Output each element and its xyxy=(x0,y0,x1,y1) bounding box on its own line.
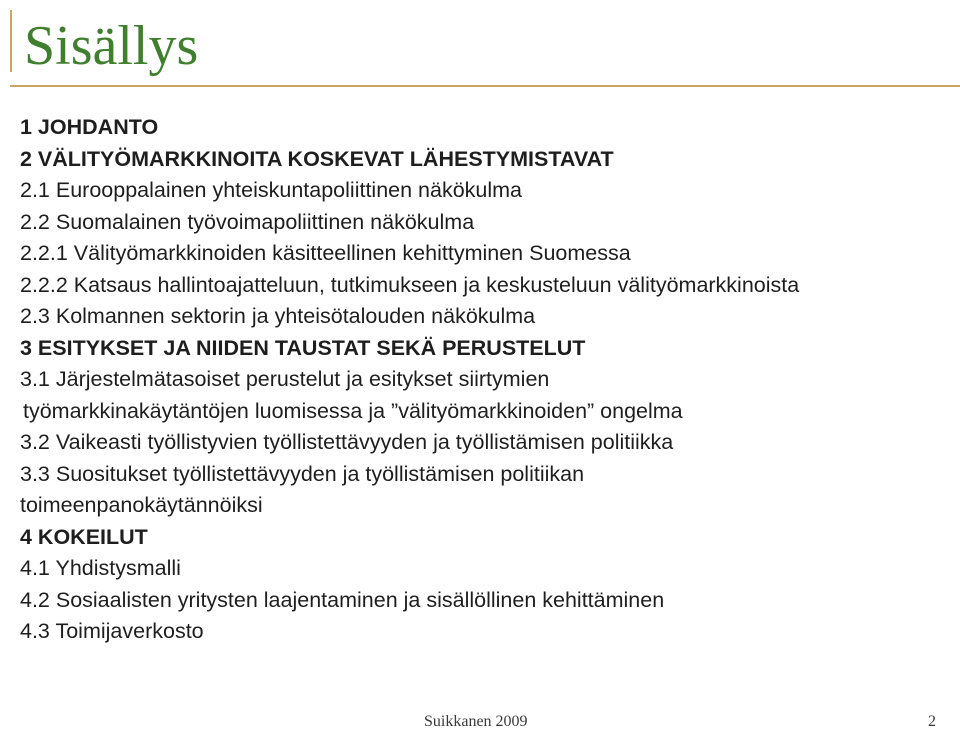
toc-section-item: 3.3 Suositukset työllistettävyyden ja työllistämisen politiikan xyxy=(20,461,585,486)
toc-chapter-item: 2 VÄLITYÖMARKKINOITA KOSKEVAT LÄHESTYMISTAVAT xyxy=(20,146,614,171)
page-number: 2 xyxy=(928,713,936,730)
footer-author-year: Suikkanen 2009 xyxy=(424,713,528,730)
toc-section-item: 2.2.2 Katsaus hallintoajatteluun, tutkimukseen ja keskusteluun välityömarkkinoista xyxy=(20,272,800,297)
toc-section-item: toimeenpanokäytännöiksi xyxy=(20,493,263,517)
toc-chapter-item: 1 JOHDANTO xyxy=(20,115,159,139)
toc-section-item: 2.1 Eurooppalainen yhteiskuntapoliittinen näkökulma xyxy=(20,178,523,202)
toc-chapter-item: 4 KOKEILUT xyxy=(20,524,148,549)
slide-title: Sisällys xyxy=(24,15,199,77)
toc-chapter-item: 3 ESITYKSET JA NIIDEN TAUSTAT SEKÄ PERUSTELUT xyxy=(20,335,586,360)
toc-section-item: 2.2 Suomalainen työvoimapoliittinen näkökulma xyxy=(20,209,475,234)
toc-section-item: 4.3 Toimijaverkosto xyxy=(20,619,204,643)
toc-section-item: työmarkkinakäytäntöjen luomisessa ja ”välityömarkkinoiden” ongelma xyxy=(23,398,683,423)
title-underline xyxy=(10,85,960,87)
toc-section-item: 4.1 Yhdistysmalli xyxy=(20,556,181,580)
toc-section-item: 3.2 Vaikeasti työllistyvien työllistettävyyden ja työllistämisen politiikka xyxy=(20,430,674,454)
toc-section-item: 2.3 Kolmannen sektorin ja yhteisötalouden näkökulma xyxy=(20,304,536,328)
table-of-contents xyxy=(20,112,955,648)
toc-section-item: 2.2.1 Välityömarkkinoiden käsitteellinen kehittyminen Suomessa xyxy=(20,241,631,265)
toc-section-item: 3.1 Järjestelmätasoiset perustelut ja esitykset siirtymien xyxy=(20,367,550,391)
toc-section-item: 4.2 Sosiaalisten yritysten laajentaminen ja sisällöllinen kehittäminen xyxy=(20,587,665,612)
title-accent-bar xyxy=(10,10,12,72)
